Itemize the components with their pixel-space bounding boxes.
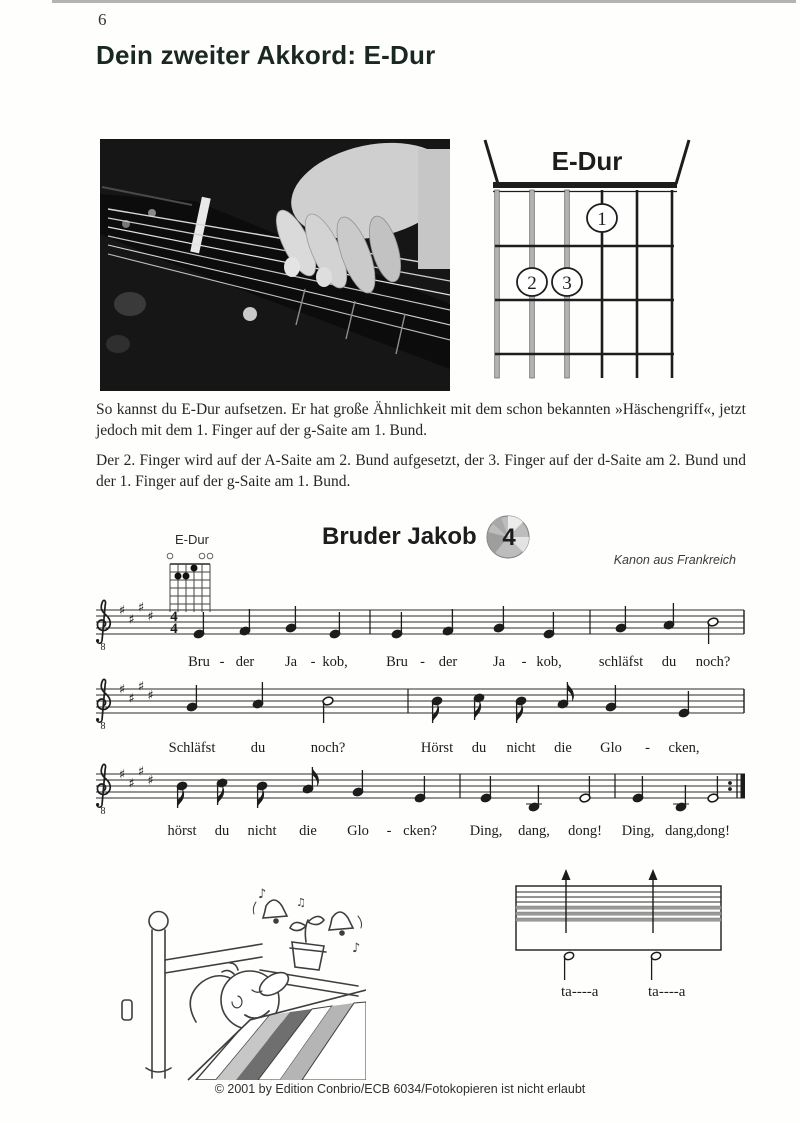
svg-text:♯: ♯ bbox=[128, 776, 135, 792]
svg-text:♯: ♯ bbox=[118, 767, 126, 783]
page-title: Dein zweiter Akkord: E-Dur bbox=[96, 40, 436, 70]
svg-text:cken?: cken? bbox=[403, 823, 437, 839]
finger-1-marker bbox=[587, 204, 617, 232]
svg-text:dang,: dang, bbox=[518, 823, 550, 839]
song-header bbox=[322, 514, 531, 560]
svg-text:Ja: Ja bbox=[492, 654, 506, 670]
svg-text:Glo: Glo bbox=[600, 740, 622, 756]
headboard bbox=[165, 944, 262, 973]
svg-text:♯: ♯ bbox=[128, 612, 135, 628]
song-origin: Kanon aus Frankreich bbox=[613, 553, 736, 567]
svg-text:♯: ♯ bbox=[128, 691, 135, 707]
copyright-footer: © 2001 by Edition Conbrio/ECB 6034/Fotokopieren ist nicht erlaubt bbox=[214, 1082, 586, 1096]
svg-text:Ding,: Ding, bbox=[621, 823, 655, 839]
strum-syllable-label: ta----a bbox=[561, 984, 599, 1000]
svg-text:-: - bbox=[386, 823, 392, 839]
svg-text:dong!: dong! bbox=[568, 823, 602, 839]
bell-left bbox=[253, 900, 287, 923]
svg-text:noch?: noch? bbox=[695, 654, 731, 670]
svg-text:♯: ♯ bbox=[147, 773, 154, 789]
svg-text:Bru: Bru bbox=[188, 654, 210, 670]
svg-text:♯: ♯ bbox=[137, 764, 145, 780]
music-note-glyph: ♪ bbox=[258, 887, 267, 902]
svg-text:-: - bbox=[645, 740, 650, 756]
svg-text:Bru: Bru bbox=[386, 654, 408, 670]
svg-text:♯: ♯ bbox=[137, 600, 145, 616]
svg-text:Hörst: Hörst bbox=[420, 740, 454, 756]
svg-text:du: du bbox=[214, 823, 230, 839]
music-note-glyph: ♫ bbox=[296, 896, 306, 909]
svg-text:♯: ♯ bbox=[147, 609, 154, 625]
svg-text:schläfst: schläfst bbox=[598, 654, 644, 670]
strum-syllable-label: ta----a bbox=[648, 984, 686, 1000]
paragraph-1: So kannst du E-Dur aufsetzen. Er hat große Ähnlichkeit mit dem schon bekannten »Häschengriff«, jetzt jedoch mit dem 1. Finger auf der g-Saite am 1. Bund. bbox=[96, 401, 746, 439]
svg-text:-: - bbox=[219, 654, 225, 670]
song-title: Bruder Jakob bbox=[322, 523, 477, 550]
guitar-hand-photo bbox=[100, 139, 450, 391]
svg-text:der: der bbox=[438, 654, 458, 670]
svg-text:dong!: dong! bbox=[696, 823, 730, 839]
finger-3-marker bbox=[552, 268, 582, 296]
svg-text:der: der bbox=[235, 654, 255, 670]
finger-2-marker bbox=[517, 268, 547, 296]
svg-text:cken,: cken, bbox=[668, 740, 700, 756]
svg-text:du: du bbox=[250, 740, 266, 756]
svg-text:8: 8 bbox=[100, 806, 106, 817]
cd-icon bbox=[485, 514, 531, 560]
top-scan-line bbox=[52, 0, 796, 3]
music-staves bbox=[88, 575, 760, 865]
svg-text:♯: ♯ bbox=[147, 688, 154, 704]
svg-text:Ja: Ja bbox=[284, 654, 298, 670]
svg-text:2: 2 bbox=[527, 273, 537, 294]
svg-text:-: - bbox=[420, 654, 425, 670]
chord-chart-e-dur bbox=[468, 128, 722, 380]
music-note-glyph: ♪ bbox=[352, 941, 361, 956]
paragraph-2: Der 2. Finger wird auf der A-Saite am 2. Bund aufgesetzt, der 3. Finger auf der d-Saite am 2. Bund und der 1. Finger auf der g-Saite am 1. Bund. bbox=[96, 452, 746, 490]
bell-right bbox=[329, 912, 362, 935]
svg-text:4: 4 bbox=[170, 609, 178, 625]
svg-text:3: 3 bbox=[562, 273, 572, 294]
chord-chart-title: E-Dur bbox=[551, 146, 623, 176]
svg-text:nicht: nicht bbox=[247, 823, 277, 839]
svg-text:die: die bbox=[554, 740, 572, 756]
svg-text:8: 8 bbox=[100, 721, 106, 732]
bed-post bbox=[122, 912, 171, 1079]
svg-text:noch?: noch? bbox=[310, 740, 346, 756]
svg-text:du: du bbox=[471, 740, 487, 756]
svg-text:nicht: nicht bbox=[506, 740, 536, 756]
svg-text:8: 8 bbox=[100, 642, 106, 653]
sleeping-cartoon bbox=[100, 872, 366, 1084]
svg-text:kob,: kob, bbox=[536, 654, 562, 670]
svg-text:kob,: kob, bbox=[322, 654, 348, 670]
svg-text:♯: ♯ bbox=[118, 682, 126, 698]
svg-text:-: - bbox=[521, 654, 527, 670]
svg-text:1: 1 bbox=[597, 209, 607, 230]
svg-text:Schläfst: Schläfst bbox=[168, 740, 216, 756]
svg-text:E-Dur: E-Dur bbox=[175, 532, 209, 547]
svg-text:dang,: dang, bbox=[665, 823, 697, 839]
svg-text:Ding,: Ding, bbox=[469, 823, 503, 839]
svg-text:♯: ♯ bbox=[137, 679, 145, 695]
svg-text:-: - bbox=[310, 654, 316, 670]
svg-text:Glo: Glo bbox=[347, 823, 369, 839]
svg-text:4: 4 bbox=[170, 621, 178, 637]
cd-track-number: 4 bbox=[502, 524, 516, 551]
page-number: 6 bbox=[98, 10, 107, 29]
svg-text:hörst: hörst bbox=[167, 823, 197, 839]
strum-diagram bbox=[505, 868, 740, 1008]
svg-text:die: die bbox=[299, 823, 317, 839]
flower-pot bbox=[290, 916, 326, 970]
svg-text:♯: ♯ bbox=[118, 603, 126, 619]
svg-text:du: du bbox=[661, 654, 677, 670]
